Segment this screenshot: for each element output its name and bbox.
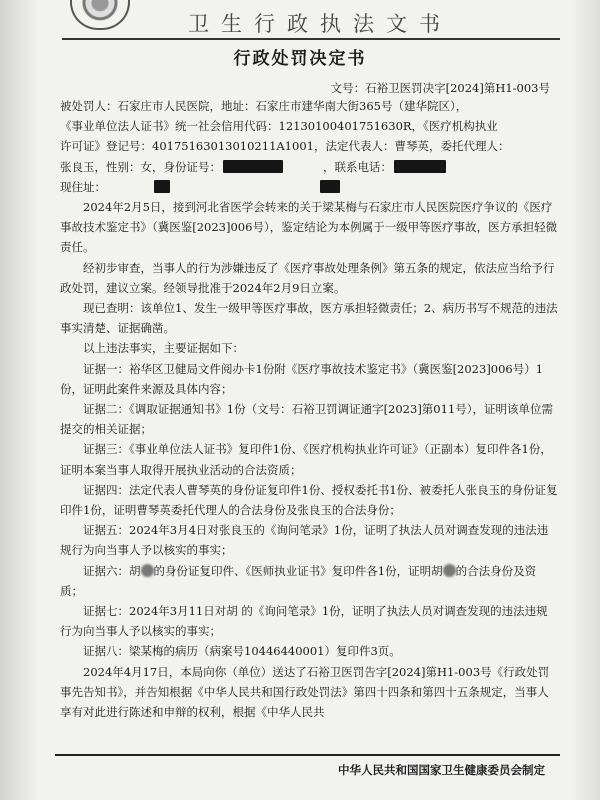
redacted-phone: [394, 160, 446, 173]
evidence-7: 证据七：2024年3月11日对胡 的《询问笔录》1份，证明了执法人员对调查发现的违法违规行为向当事人予以核实的事实；: [60, 604, 548, 639]
document-title: 行政处罚决定书: [233, 49, 367, 69]
address-label: 现住址：: [60, 179, 106, 194]
blurred-name-1: [141, 564, 154, 577]
document-body: [60, 96, 558, 722]
page-shadow-left: [0, 0, 40, 800]
evidence-4: 证据四：法定代表人曹琴英的身份证复印件1份、授权委托书1份、被委托人张良玉的身份证复印件1份，证明曹琴英委托代理人的合法身份及张良玉的合法身份；: [60, 482, 558, 518]
header-divider: [62, 38, 560, 40]
paragraph-findings: 现已查明：该单位1、发生一级甲等医疗事故，医方承担轻微责任；2、病历书写不规范的违法事实清楚、证据确凿。: [60, 301, 558, 336]
redacted-id-number: [223, 160, 283, 173]
national-emblem-icon: [70, 0, 130, 30]
paragraph-case-filing: 经初步审查，当事人的行为涉嫌违反了《医疗事故处理条例》第五条的规定，依法应当给予行政处罚，建议立案。经领导批准于2024年2月9日立案。: [60, 260, 555, 295]
page-shadow-right: [570, 0, 600, 800]
footer-divider: [55, 754, 560, 756]
evidence-6-middle: 的身份证复印件、《医师执业证书》复印件各1份，证明胡: [153, 563, 443, 578]
phone-label: ，联系电话：: [323, 159, 392, 174]
footer-issuer: 中华人民共和国国家卫生健康委员会制定: [338, 763, 545, 777]
header-title: 卫生行政执法文书: [188, 12, 452, 36]
evidence-3: 证据三：《事业单位法人证书》复印件1份、《医疗机构执业许可证》（正副本）复印件各1份，证明本案当事人取得开展执业活动的合法资质；: [60, 442, 552, 477]
redacted-address-2: [320, 180, 340, 193]
evidence-6: [60, 561, 558, 601]
paragraph-evidence-intro: 以上违法事实，主要证据如下：: [83, 341, 244, 356]
party-line-4: [60, 157, 558, 177]
blurred-name-2: [443, 564, 456, 577]
redacted-address-1: [154, 180, 170, 193]
party-line-1: 被处罚人：石家庄市人民医院，地址：石家庄市建华南大街365号（建华院区），: [60, 99, 468, 113]
evidence-1: 证据一：裕华区卫健局文件阅办卡1份附《医疗事故技术鉴定书》（冀医鉴[2023]006号）1份，证明此案件来源及具体内容；: [60, 361, 544, 396]
evidence-5: 证据五：2024年3月4日对张良玉的《询问笔录》1份，证明了执法人员对调查发现的违法违规行为向当事人予以核实的事实；: [60, 523, 549, 558]
paragraph-case-source: 2024年2月5日，接到河北省医学会转来的关于梁某梅与石家庄市人民医院医疗争议的《医疗事故技术鉴定书》（冀医鉴[2023]006号），鉴定结论为本例属于一级甲等医疗事故，医方承担轻微责任。: [60, 200, 558, 255]
document-number: 文号：石裕卫医罚决字[2024]第H1-003号: [330, 81, 550, 95]
agent-info-label: 张良玉，性别：女，身份证号：: [60, 159, 221, 174]
evidence-6-suffix: 的合法身份及资质；: [60, 563, 537, 598]
party-line-5: [60, 177, 558, 197]
paragraph-notice: 2024年4月17日，本局向你（单位）送达了石裕卫医罚告字[2024]第H1-003号《行政处罚事先告知书》，并告知根据《中华人民共和国行政处罚法》第四十四条和第四十五条规定，当事人享有对此进行陈述和申辩的权利，根据《中华人民共: [60, 664, 550, 720]
evidence-8: 证据八：梁某梅的病历（病案号10446440001）复印件3页。: [83, 644, 401, 659]
evidence-6-prefix: 证据六：胡: [83, 563, 141, 578]
party-line-3: 许可证》登记号：40175163013010211A1001，法定代表人：曹琴英，委托代理人：: [60, 139, 510, 154]
party-line-2: 《事业单位法人证书》统一社会信用代码：12130100401751630R，《医疗机构执业: [60, 119, 498, 134]
evidence-2: 证据二：《调取证据通知书》1份（文号：石裕卫罚调证通字[2023]第011号），证明该单位需提交的相关证据；: [60, 402, 554, 437]
